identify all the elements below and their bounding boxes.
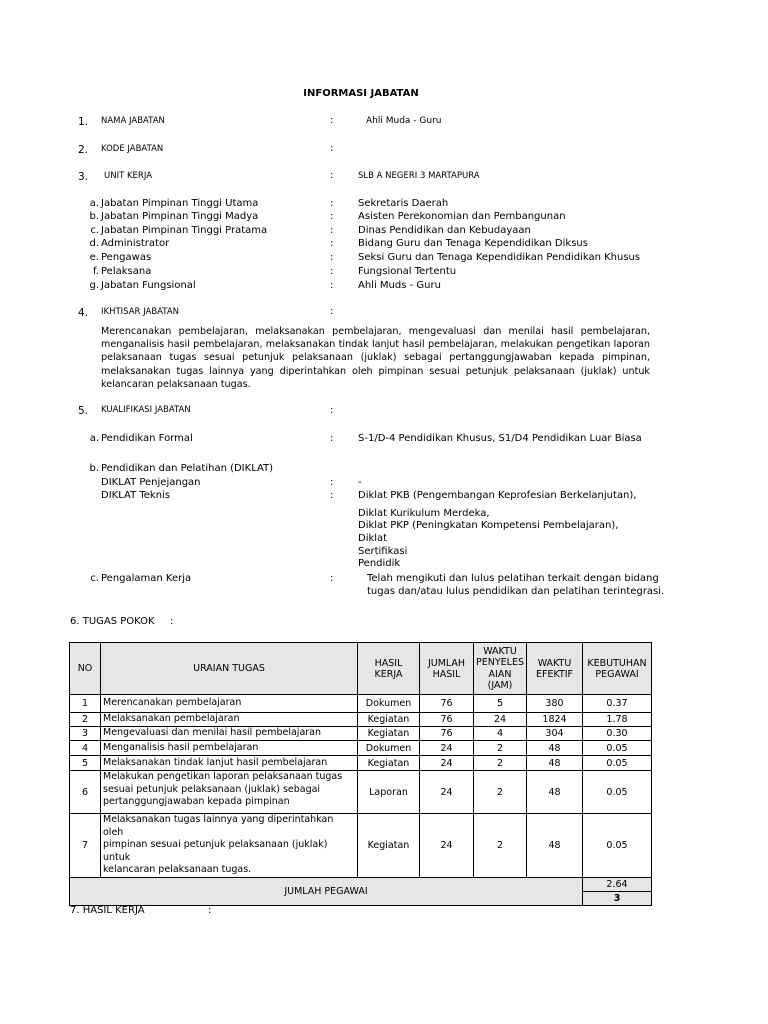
uraian-line: Menganalisis hasil pembelajaran	[103, 741, 259, 753]
colon: :	[330, 211, 334, 222]
header-no: NO	[70, 643, 101, 695]
table-row	[70, 695, 652, 713]
uraian-line: Melaksanakan tindak lanjut hasil pembelajaran	[103, 756, 328, 768]
cell-jumlah: 76	[420, 727, 474, 741]
cell-waktu: 2	[474, 814, 527, 878]
unit-row-letter: g.	[89, 280, 99, 291]
cell-efektif: 48	[527, 741, 583, 756]
cell-hasil: Kegiatan	[358, 727, 420, 741]
colon: :	[330, 225, 334, 236]
table-row	[70, 713, 652, 727]
cell-jumlah: 24	[420, 741, 474, 756]
pengalaman-kerja-line: tugas dan/atau lulus pendidikan dan pelatihan terintegrasi.	[367, 586, 665, 597]
ikhtisar-text: Merencanakan pembelajaran, melaksanakan pembelajaran, mengevaluasi dan menilai hasil pembelajaran, menganalisis hasil pembelajaran, melaksanakan tindak lanjut hasil pembelajaran, melakukan pengetikan laporan pelaksanaan tugas sesuai petunjuk pelaksanaan (juklak) sebagai pertanggungjawaban kepada pimpinan, melaksanakan tugas lainnya yang diperintahkan oleh pimpinan sesuai petunjuk pelaksanaan (juklak) untuk kelancaran pelaksanaan tugas.	[101, 326, 650, 390]
cell-kebutuhan: 0.05	[583, 756, 652, 771]
cell-no: 4	[70, 741, 101, 756]
cell-uraian	[101, 695, 358, 713]
diklat-teknis-label: DIKLAT Teknis	[101, 490, 171, 501]
unit-kerja-label: UNIT KERJA	[104, 171, 153, 181]
table-row	[70, 741, 652, 756]
cell-hasil: Dokumen	[358, 695, 420, 713]
pendidikan-formal-label: Pendidikan Formal	[101, 433, 193, 444]
colon: :	[330, 280, 334, 291]
sub-letter: b.	[89, 463, 99, 474]
diklat-teknis-line: Diklat Kurikulum Merdeka,	[358, 508, 490, 519]
unit-row-letter: a.	[89, 198, 99, 209]
diklat-teknis-line: Pendidik	[358, 558, 401, 569]
colon: :	[330, 252, 334, 263]
unit-row-value: Sekretaris Daerah	[358, 198, 449, 209]
colon: :	[330, 238, 334, 249]
table-row	[70, 771, 652, 814]
uraian-line: pertanggungjawaban kepada pimpinan	[103, 796, 290, 807]
unit-row-value: Fungsional Tertentu	[358, 266, 457, 277]
pengalaman-kerja-label: Pengalaman Kerja	[101, 573, 192, 584]
ikhtisar-label: IKHTISAR JABATAN	[101, 307, 180, 317]
cell-no: 7	[70, 814, 101, 878]
diklat-penjenjangan-value: -	[358, 477, 362, 488]
cell-efektif: 48	[527, 756, 583, 771]
cell-efektif: 48	[527, 814, 583, 878]
cell-kebutuhan: 0.05	[583, 814, 652, 878]
colon: :	[330, 490, 334, 501]
cell-waktu: 24	[474, 713, 527, 727]
document-title: INFORMASI JABATAN	[303, 88, 419, 99]
footer-label: JUMLAH PEGAWAI	[70, 877, 583, 905]
cell-uraian	[101, 756, 358, 771]
cell-kebutuhan: 0.05	[583, 741, 652, 756]
cell-kebutuhan: 0.37	[583, 695, 652, 713]
unit-row-letter: d.	[89, 238, 99, 249]
colon: :	[330, 306, 334, 317]
header-jumlah: JUMLAH HASIL	[420, 643, 474, 695]
cell-kebutuhan: 0.05	[583, 771, 652, 814]
cell-waktu: 2	[474, 741, 527, 756]
table-row	[70, 727, 652, 741]
cell-no: 5	[70, 756, 101, 771]
cell-waktu: 2	[474, 756, 527, 771]
header-uraian: URAIAN TUGAS	[101, 643, 358, 695]
cell-kebutuhan: 0.30	[583, 727, 652, 741]
sub-letter: a.	[89, 433, 99, 444]
colon: :	[170, 616, 174, 627]
nama-jabatan-value: Ahli Muda - Guru	[366, 116, 442, 126]
nama-jabatan-label: NAMA JABATAN	[101, 116, 165, 126]
item-number: 2.	[78, 144, 89, 156]
diklat-teknis-line: Diklat PKP (Peningkatan Kompetensi Pembelajaran),	[358, 520, 619, 531]
unit-row-value: Dinas Pendidikan dan Kebudayaan	[358, 225, 531, 236]
cell-efektif: 380	[527, 695, 583, 713]
uraian-line: Melakukan pengetikan laporan pelaksanaan tugas	[103, 771, 343, 782]
cell-jumlah: 24	[420, 814, 474, 878]
table-header-row	[70, 643, 652, 695]
uraian-line: pimpinan sesuai petunjuk pelaksanaan (juklak) untuk	[103, 839, 328, 863]
footer-total: 2.64	[583, 878, 651, 892]
cell-waktu: 2	[474, 771, 527, 814]
cell-no: 1	[70, 695, 101, 713]
cell-no: 3	[70, 727, 101, 741]
footer-values	[583, 877, 652, 905]
colon: :	[330, 433, 334, 444]
diklat-teknis-line: Diklat	[358, 533, 388, 544]
unit-row-label: Jabatan Pimpinan Tinggi Pratama	[101, 225, 268, 236]
cell-hasil: Dokumen	[358, 741, 420, 756]
cell-jumlah: 24	[420, 756, 474, 771]
table-row	[70, 756, 652, 771]
cell-efektif: 304	[527, 727, 583, 741]
cell-hasil: Laporan	[358, 771, 420, 814]
diklat-label: Pendidikan dan Pelatihan (DIKLAT)	[101, 463, 274, 474]
unit-row-letter: c.	[90, 225, 99, 236]
cell-kebutuhan: 1.78	[583, 713, 652, 727]
colon: :	[330, 198, 334, 209]
item-number: 5.	[78, 405, 89, 417]
kualifikasi-label: KUALIFIKASI JABATAN	[101, 405, 191, 415]
cell-uraian	[101, 814, 358, 878]
pengalaman-kerja-line: Telah mengikuti dan lulus pelatihan terkait dengan bidang	[367, 573, 659, 584]
unit-row-value: Seksi Guru dan Tenaga Kependidikan Pendidikan Khusus	[358, 252, 641, 263]
item-number: 3.	[78, 171, 89, 183]
uraian-line: Merencanakan pembelajaran	[103, 697, 242, 709]
cell-hasil: Kegiatan	[358, 713, 420, 727]
header-waktu-efektif: WAKTU EFEKTIF	[527, 643, 583, 695]
unit-row-value: Asisten Perekonomian dan Pembangunan	[358, 211, 566, 222]
unit-row-letter: f.	[93, 266, 99, 277]
uraian-line: Mengevaluasi dan menilai hasil pembelajaran	[103, 727, 322, 739]
header-waktu-penyelesaian: WAKTU PENYELES AIAN (JAM)	[474, 643, 527, 695]
cell-efektif: 1824	[527, 713, 583, 727]
colon: :	[330, 266, 334, 277]
unit-row-letter: b.	[89, 211, 99, 222]
colon: :	[330, 115, 334, 126]
cell-hasil: Kegiatan	[358, 756, 420, 771]
uraian-line: Melaksanakan tugas lainnya yang diperintahkan oleh	[103, 814, 334, 838]
header-hasil: HASIL KERJA	[358, 643, 420, 695]
tugas-pokok-table-wrap	[69, 642, 652, 906]
unit-row-value: Ahli Muds - Guru	[358, 280, 441, 291]
hasil-kerja-label: 7. HASIL KERJA	[70, 905, 145, 916]
uraian-line: sesuai petunjuk pelaksanaan (juklak) sebagai	[103, 783, 321, 795]
unit-row-label: Jabatan Pimpinan Tinggi Utama	[101, 198, 259, 209]
cell-jumlah: 24	[420, 771, 474, 814]
cell-efektif: 48	[527, 771, 583, 814]
header-kebutuhan: KEBUTUHAN PEGAWAI	[583, 643, 652, 695]
sub-letter: c.	[90, 573, 99, 584]
cell-uraian	[101, 771, 358, 814]
unit-row-label: Administrator	[101, 238, 170, 249]
pendidikan-formal-value: S-1/D-4 Pendidikan Khusus, S1/D4 Pendidikan Luar Biasa	[358, 433, 642, 444]
cell-no: 6	[70, 771, 101, 814]
uraian-line: Melaksanakan pembelajaran	[103, 713, 240, 725]
unit-row-label: Pengawas	[101, 252, 152, 263]
table-footer-row	[70, 877, 652, 905]
cell-no: 2	[70, 713, 101, 727]
cell-jumlah: 76	[420, 713, 474, 727]
diklat-teknis-line: Sertifikasi	[358, 546, 408, 557]
unit-row-letter: e.	[89, 252, 99, 263]
colon: :	[208, 905, 212, 916]
tugas-pokok-table	[69, 642, 652, 906]
cell-uraian	[101, 741, 358, 756]
item-number: 1.	[78, 116, 89, 128]
footer-rounded: 3	[613, 892, 621, 904]
tugas-pokok-label: 6. TUGAS POKOK	[70, 616, 155, 627]
diklat-teknis-line: Diklat PKB (Pengembangan Keprofesian Berkelanjutan),	[358, 490, 637, 501]
item-number: 4.	[78, 307, 89, 319]
cell-uraian	[101, 727, 358, 741]
uraian-line: kelancaran pelaksanaan tugas.	[103, 864, 252, 875]
unit-row-label: Pelaksana	[101, 266, 152, 277]
table-row	[70, 814, 652, 878]
colon: :	[330, 477, 334, 488]
kode-jabatan-label: KODE JABATAN	[101, 144, 164, 154]
diklat-penjenjangan-label: DIKLAT Penjejangan	[101, 477, 201, 488]
cell-hasil: Kegiatan	[358, 814, 420, 878]
cell-uraian	[101, 713, 358, 727]
colon: :	[330, 573, 334, 584]
cell-waktu: 4	[474, 727, 527, 741]
unit-row-label: Jabatan Fungsional	[101, 280, 196, 291]
unit-row-label: Jabatan Pimpinan Tinggi Madya	[101, 211, 259, 222]
colon: :	[330, 143, 334, 154]
unit-kerja-value: SLB A NEGERI 3 MARTAPURA	[358, 171, 480, 181]
colon: :	[330, 170, 334, 181]
cell-waktu: 5	[474, 695, 527, 713]
unit-row-value: Bidang Guru dan Tenaga Kependidikan Diksus	[358, 238, 588, 249]
colon: :	[330, 405, 334, 416]
cell-jumlah: 76	[420, 695, 474, 713]
